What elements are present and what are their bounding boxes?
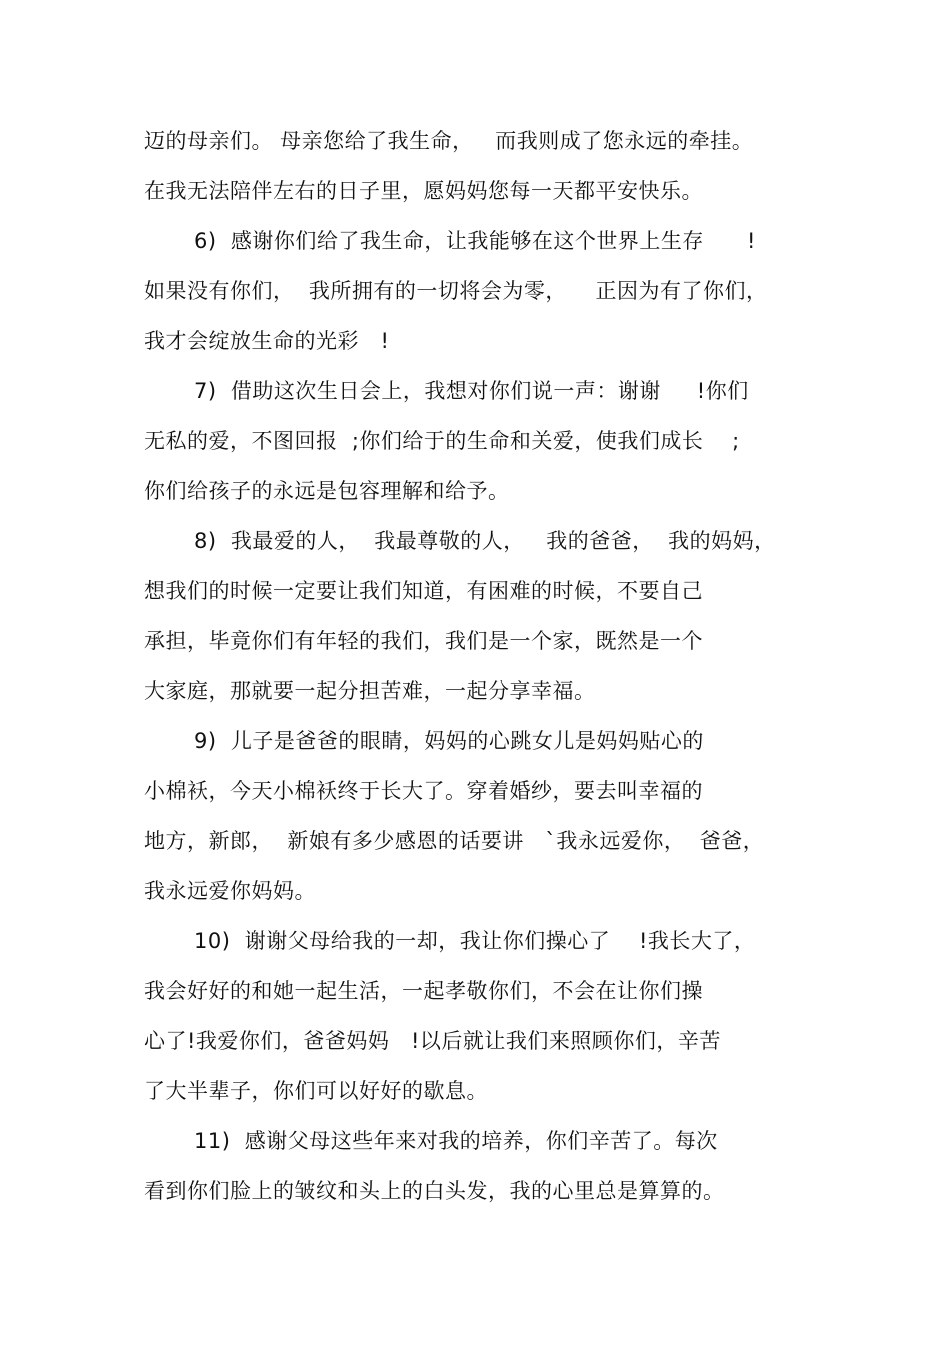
paragraph-8-start: 8) 我最爱的人， 我最尊敬的人， 我的爸爸， 我的妈妈， <box>194 529 776 553</box>
text-line-22: 看到你们脸上的皱纹和头上的白头发，我的心里总是算算的。 <box>144 1179 725 1203</box>
text-line-12: 大家庭，那就要一起分担苦难，一起分享幸福。 <box>144 679 596 703</box>
text-line-1: 迈的母亲们。 母亲您给了我生命， 而我则成了您永远的牵挂。 <box>144 129 754 153</box>
text-line-7: 无私的爱，不图回报 ;你们给于的生命和关爱，使我们成长 ; <box>144 429 740 453</box>
text-line-15: 地方，新郎， 新娘有多少感恩的话要讲 `我永远爱你， 爸爸， <box>144 829 765 853</box>
text-line-10: 想我们的时候一定要让我们知道，有困难的时候，不要自己 <box>144 579 703 603</box>
text-line-16: 我永远爱你妈妈。 <box>144 879 316 903</box>
paragraph-6-start: 6) 感谢你们给了我生命，让我能够在这个世界上生存 ! <box>194 229 756 253</box>
text-line-20: 了大半辈子，你们可以好好的歇息。 <box>144 1079 488 1103</box>
text-line-19: 心了!我爱你们，爸爸妈妈 !以后就让我们来照顾你们，辛苦 <box>144 1029 721 1053</box>
paragraph-11-start: 11) 感谢父母这些年来对我的培养，你们辛苦了。每次 <box>194 1129 718 1153</box>
text-line-8: 你们给孩子的永远是包容理解和给予。 <box>144 479 510 503</box>
paragraph-10-start: 10) 谢谢父母给我的一却，我让你们操心了 !我长大了， <box>194 929 756 953</box>
text-line-14: 小棉袄，今天小棉袄终于长大了。穿着婚纱，要去叫幸福的 <box>144 779 703 803</box>
text-line-11: 承担，毕竟你们有年轻的我们，我们是一个家，既然是一个 <box>144 629 703 653</box>
text-line-5: 我才会绽放生命的光彩 ! <box>144 329 390 353</box>
text-line-18: 我会好好的和她一起生活，一起孝敬你们，不会在让你们操 <box>144 979 703 1003</box>
text-line-4: 如果没有你们， 我所拥有的一切将会为零， 正因为有了你们， <box>144 279 768 303</box>
paragraph-7-start: 7) 借助这次生日会上，我想对你们说一声：谢谢 !你们 <box>194 379 749 403</box>
paragraph-9-start: 9) 儿子是爸爸的眼睛，妈妈的心跳女儿是妈妈贴心的 <box>194 729 704 753</box>
text-line-2: 在我无法陪伴左右的日子里，愿妈妈您每一天都平安快乐。 <box>144 179 703 203</box>
